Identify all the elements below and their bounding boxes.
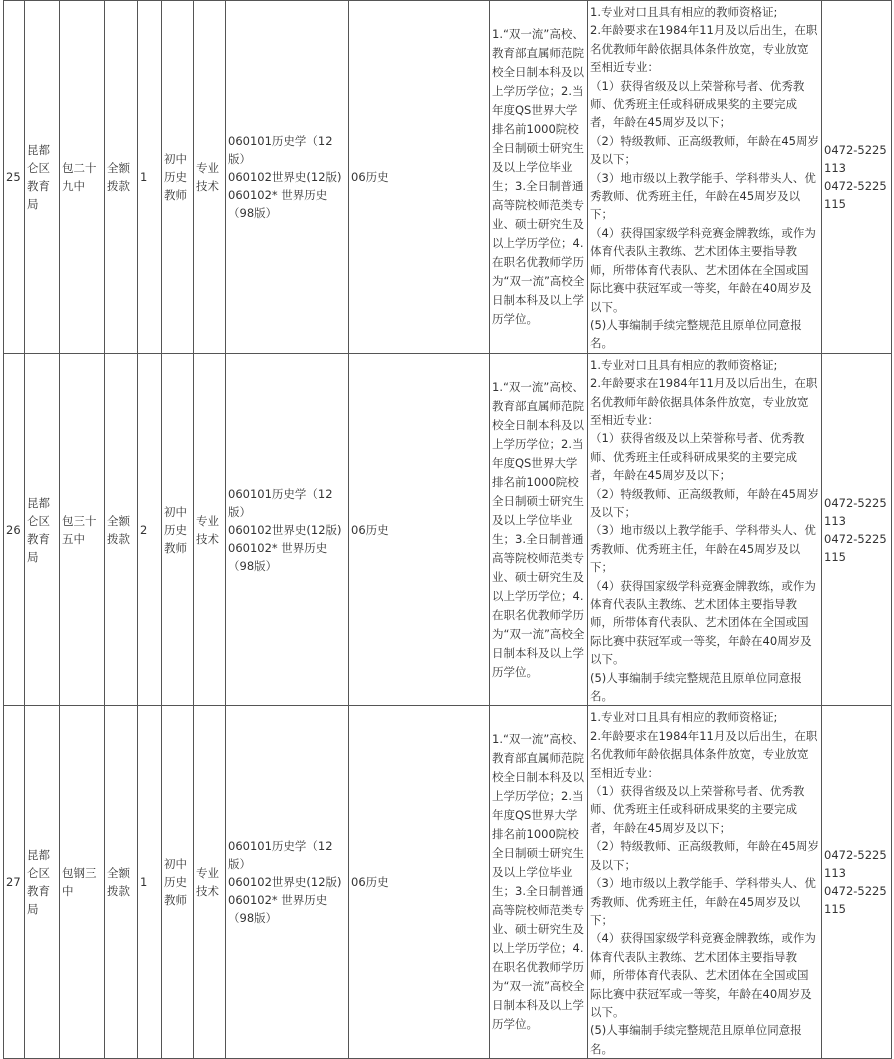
position-text: 初中历史教师 <box>164 151 187 202</box>
phone-number: 0472-5225113 <box>824 495 887 528</box>
phone-number: 0472-5225115 <box>824 178 887 211</box>
table-row <box>4 1 892 354</box>
requirement-item: 2.年龄要求在1984年11月及以后出生，在职名优教师年龄依据具体条件放宽，专业放宽至相近专业： <box>590 376 818 427</box>
requirement-item: （2）特级教师、正高级教师，年龄在45周岁及以下； <box>590 839 819 872</box>
major-item: 060102世界史(12版) <box>228 875 342 890</box>
education-cell <box>490 353 588 706</box>
requirement-item: （2）特级教师、正高级教师，年龄在45周岁及以下； <box>590 486 819 519</box>
requirements-cell <box>588 706 822 1059</box>
department-text: 昆都仑区教育局 <box>27 142 50 211</box>
school-text: 包钢三中 <box>62 866 97 899</box>
table-row <box>4 706 892 1059</box>
row-number-text: 26 <box>6 522 21 537</box>
funding-text: 全额拨款 <box>107 513 130 546</box>
phone-number: 0472-5225113 <box>824 848 887 881</box>
position-cell <box>162 706 194 1059</box>
phone-number: 0472-5225115 <box>824 884 887 917</box>
education-text: 1.“双一流”高校、教育部直属师范院校全日制本科及以上学历学位；2.当年度QS世界大学排名前1000院校全日制硕士研究生及以上学位毕业生；3.全日制普通高等院校师范类专业、硕士研究生及以上学历学位；4.在职名优教师学历为“双一流”高校全日制本科及以上学历学位。 <box>492 26 585 326</box>
requirement-item: （2）特级教师、正高级教师，年龄在45周岁及以下； <box>590 133 819 167</box>
subject-text: 06历史 <box>351 169 389 184</box>
department-text: 昆都仑区教育局 <box>27 848 50 917</box>
position-cell <box>162 1 194 354</box>
subject-cell <box>349 706 490 1059</box>
table-body <box>4 1 892 1059</box>
phone-number: 0472-5225113 <box>824 142 887 175</box>
table-row <box>4 353 892 706</box>
major-item: 060102* 世界历史（98版） <box>228 893 328 926</box>
category-cell <box>194 353 226 706</box>
funding-cell <box>105 706 138 1059</box>
funding-cell <box>105 353 138 706</box>
major-item: 060101历史学（12版） <box>228 486 333 519</box>
requirement-item: （3）地市级以上教学能手、学科带头人、优秀教师、优秀班主任，年龄在45周岁及以下； <box>590 523 816 575</box>
requirement-item: 1.专业对口且具有相应的教师资格证; <box>590 357 778 372</box>
count-text: 2 <box>140 522 148 537</box>
requirement-item: （4）获得国家级学科竞赛金牌教练，或作为体育代表队主教练、艺术团体主要指导教师，所带体育代表队、艺术团体在全国或国际比赛中获冠军或一等奖，年龄在40周岁及以下。 <box>590 931 816 1019</box>
major-item: 060101历史学（12版） <box>228 839 333 872</box>
requirement-item: （1）获得省级及以上荣誉称号者、优秀教师、优秀班主任或科研成果奖的主要完成者，年龄在45周岁及以下； <box>590 78 805 130</box>
school-text: 包二十九中 <box>62 160 97 193</box>
requirement-item: 2.年龄要求在1984年11月及以后出生，在职名优教师年龄依据具体条件放宽，专业放宽至相近专业： <box>590 728 818 780</box>
requirement-item: （4）获得国家级学科竞赛金牌教练，或作为体育代表队主教练、艺术团体主要指导教师，所带体育代表队、艺术团体在全国或国际比赛中获冠军或一等奖，年龄在40周岁及以下。 <box>590 578 816 667</box>
subject-cell <box>349 353 490 706</box>
row-number <box>4 1 25 354</box>
position-cell <box>162 353 194 706</box>
row-number-text: 27 <box>6 875 21 890</box>
majors-cell <box>226 1 349 354</box>
requirement-item: （4）获得国家级学科竞赛金牌教练，或作为体育代表队主教练、艺术团体主要指导教师，所带体育代表队、艺术团体在全国或国际比赛中获冠军或一等奖，年龄在40周岁及以下。 <box>590 225 816 314</box>
phone-number: 0472-5225115 <box>824 531 887 564</box>
requirement-item: (5)人事编制手续完整规范且原单位同意报名。 <box>590 670 802 704</box>
majors-cell <box>226 706 349 1059</box>
requirements-cell <box>588 353 822 706</box>
department-cell <box>25 706 60 1059</box>
requirement-item: （1）获得省级及以上荣誉称号者、优秀教师、优秀班主任或科研成果奖的主要完成者，年龄在45周岁及以下； <box>590 431 805 483</box>
school-text: 包三十五中 <box>62 513 97 546</box>
major-item: 060102世界史(12版) <box>228 522 342 537</box>
count-cell <box>138 706 162 1059</box>
category-text: 专业技术 <box>196 866 219 899</box>
education-cell <box>490 1 588 354</box>
subject-cell <box>349 1 490 354</box>
row-number <box>4 706 25 1059</box>
requirement-item: （1）获得省级及以上荣誉称号者、优秀教师、优秀班主任或科研成果奖的主要完成者，年龄在45周岁及以下； <box>590 784 805 835</box>
requirement-item: 2.年龄要求在1984年11月及以后出生，在职名优教师年龄依据具体条件放宽，专业放宽至相近专业： <box>590 23 818 75</box>
school-cell <box>60 1 105 354</box>
subject-text: 06历史 <box>351 875 389 890</box>
phone-cell <box>822 706 892 1059</box>
department-cell <box>25 1 60 354</box>
requirement-item: 1.专业对口且具有相应的教师资格证; <box>590 710 778 725</box>
requirement-item: (5)人事编制手续完整规范且原单位同意报名。 <box>590 317 802 351</box>
subject-text: 06历史 <box>351 522 389 537</box>
category-text: 专业技术 <box>196 513 219 546</box>
requirements-cell <box>588 1 822 354</box>
major-item: 060102世界史(12版) <box>228 169 342 184</box>
funding-cell <box>105 1 138 354</box>
row-number-text: 25 <box>6 169 21 184</box>
count-cell <box>138 353 162 706</box>
position-text: 初中历史教师 <box>164 857 187 908</box>
majors-cell <box>226 353 349 706</box>
funding-text: 全额拨款 <box>107 866 130 899</box>
school-cell <box>60 353 105 706</box>
count-cell <box>138 1 162 354</box>
phone-cell <box>822 1 892 354</box>
education-text: 1.“双一流”高校、教育部直属师范院校全日制本科及以上学历学位；2.当年度QS世界大学排名前1000院校全日制硕士研究生及以上学位毕业生；3.全日制普通高等院校师范类专业、硕士研究生及以上学历学位；4.在职名优教师学历为“双一流”高校全日制本科及以上学历学位。 <box>492 732 585 1032</box>
department-text: 昆都仑区教育局 <box>27 495 50 564</box>
row-number <box>4 353 25 706</box>
count-text: 1 <box>140 169 148 184</box>
count-text: 1 <box>140 875 148 890</box>
department-cell <box>25 353 60 706</box>
category-cell <box>194 1 226 354</box>
category-cell <box>194 706 226 1059</box>
position-text: 初中历史教师 <box>164 504 187 555</box>
major-item: 060102* 世界历史（98版） <box>228 540 328 573</box>
education-text: 1.“双一流”高校、教育部直属师范院校全日制本科及以上学历学位；2.当年度QS世界大学排名前1000院校全日制硕士研究生及以上学位毕业生；3.全日制普通高等院校师范类专业、硕士研究生及以上学历学位；4.在职名优教师学历为“双一流”高校全日制本科及以上学历学位。 <box>492 379 585 679</box>
requirement-item: （3）地市级以上教学能手、学科带头人、优秀教师、优秀班主任，年龄在45周岁及以下； <box>590 876 816 927</box>
category-text: 专业技术 <box>196 160 219 193</box>
major-item: 060102* 世界历史（98版） <box>228 187 328 220</box>
requirement-item: （3）地市级以上教学能手、学科带头人、优秀教师、优秀班主任，年龄在45周岁及以下； <box>590 170 816 222</box>
recruitment-table <box>3 0 892 1059</box>
major-item: 060101历史学（12版） <box>228 133 333 166</box>
funding-text: 全额拨款 <box>107 160 130 193</box>
school-cell <box>60 706 105 1059</box>
phone-cell <box>822 353 892 706</box>
education-cell <box>490 706 588 1059</box>
requirement-item: (5)人事编制手续完整规范且原单位同意报名。 <box>590 1023 802 1056</box>
requirement-item: 1.专业对口且具有相应的教师资格证; <box>590 5 778 19</box>
